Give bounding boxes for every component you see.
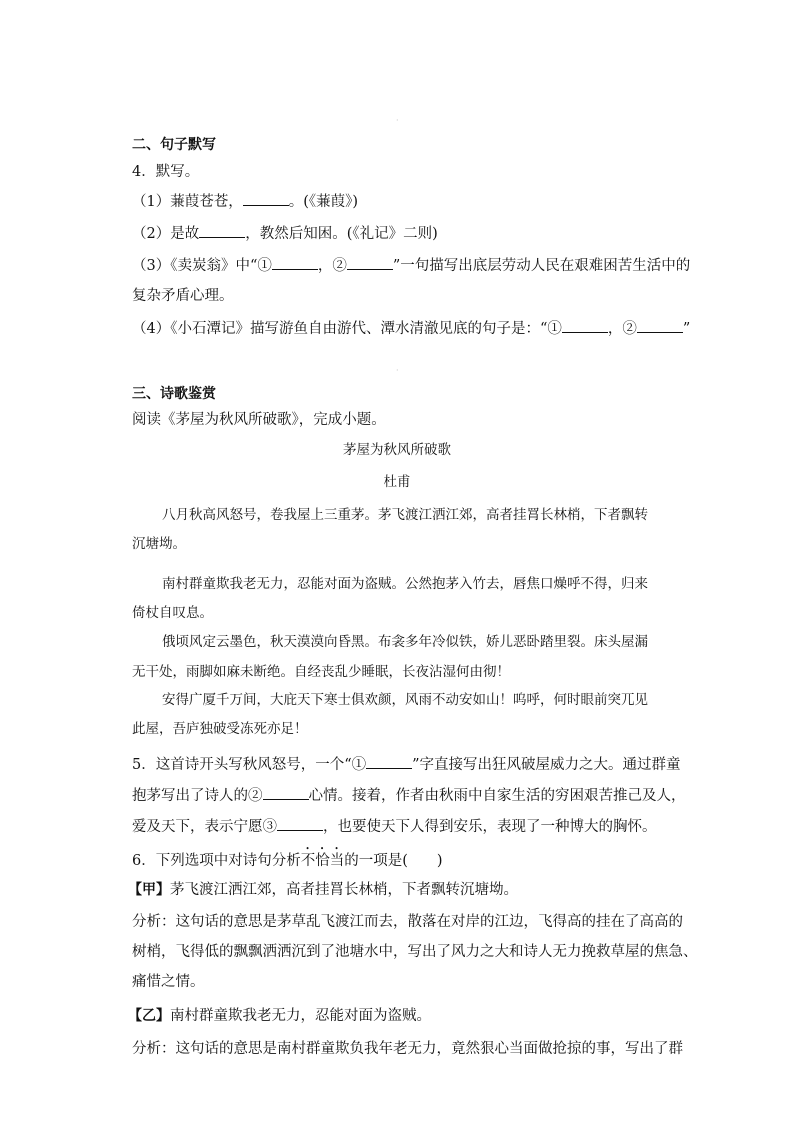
poem-stanza-4-line-2: 此屋，吾庐独破受冻死亦足！ [132,721,308,737]
poem-stanza-3-line-2: 无干处，雨脚如麻未断绝。自经丧乱少睡眠，长夜沾湿何由彻！ [132,664,510,680]
answer-blank[interactable] [263,785,309,800]
option-yi-analysis-1: 分析：这句话的意思是南村群童欺负我年老无力，竟然狠心当面做抢掠的事，写出了群 [132,1041,683,1057]
option-jia: 【甲】茅飞渡江洒江郊，高者挂罥长林梢，下者飘转沉塘坳。 [128,882,518,898]
option-jia-analysis-1: 分析：这句话的意思是茅草乱飞渡江而去，散落在对岸的江边，飞得高的挂在了高高的 [132,914,683,930]
emphasis-not-appropriate: 不恰当 [300,853,345,869]
poem-stanza-1-line-2: 沉塘坳。 [132,536,186,552]
answer-blank[interactable] [366,754,412,769]
answer-blank[interactable] [199,223,245,238]
poem-stanza-2-line-1: 南村群童欺我老无力，忍能对面为盗贼。公然抱茅入竹去，唇焦口燥呼不得，归来 [162,576,648,592]
question-4-title: 4．默写。 [132,164,200,180]
answer-blank[interactable] [562,318,608,333]
question-4-item-4: （4）《小石潭记》描写游鱼自由游代、潭水清澈见底的句子是：“① ，② ” [132,318,690,339]
answer-blank[interactable] [272,255,318,270]
answer-blank[interactable] [243,191,289,206]
poem-author: 杜甫 [383,474,411,490]
option-jia-analysis-3: 痛惜之情。 [132,974,205,990]
answer-blank[interactable] [347,255,393,270]
question-6-stem: 6．下列选项中对诗句分析不恰当的一项是( ) [132,853,443,869]
question-4-item-1: （1）蒹葭苍苍， 。(《蒹葭》) [132,191,358,212]
option-jia-analysis-2: 树梢，飞得低的飘飘洒洒沉到了池塘水中，写出了风力之大和诗人无力挽救草屋的焦急、 [132,944,698,960]
section-heading-sentence-dictation: 二、句子默写 [132,137,216,153]
answer-blank[interactable] [277,816,323,831]
option-jia-label: 【甲】 [128,882,170,898]
question-4-item-3: （3）《卖炭翁》中“① ，② ”一句描写出底层劳动人民在艰难困苦生活中的 [132,255,690,276]
poem-reading-instruction: 阅读《茅屋为秋风所破歌》，完成小题。 [132,412,386,428]
option-yi-label: 【乙】 [128,1008,170,1024]
poem-stanza-1-line-1: 八月秋高风怒号，卷我屋上三重茅。茅飞渡江洒江郊，高者挂罥长林梢，下者飘转 [162,507,648,523]
question-5-line-3: 爱及天下，表示宁愿③ ，也要使天下人得到安乐，表现了一种博大的胸怀。 [132,816,657,837]
answer-blank[interactable] [637,318,683,333]
page-dot: · [396,366,399,375]
poem-stanza-3-line-1: 俄顷风定云墨色，秋天漠漠向昏黑。布衾多年冷似铁，娇儿恶卧踏里裂。床头屋漏 [162,634,648,650]
option-yi: 【乙】南村群童欺我老无力，忍能对面为盗贼。 [128,1008,431,1024]
question-5-line-1: 5．这首诗开头写秋风怒号，一个“① ”字直接写出狂风破屋威力之大。通过群童 [132,754,681,775]
page-dot: · [396,116,399,125]
poem-stanza-2-line-2: 倚杖自叹息。 [132,605,213,621]
question-5-line-2: 抱茅写出了诗人的② 心情。接着，作者由秋雨中自家生活的穷困艰苦推己及人， [132,785,686,806]
poem-title: 茅屋为秋风所破歌 [343,442,451,458]
poem-stanza-4-line-1: 安得广厦千万间，大庇天下寒士俱欢颜，风雨不动安如山！呜呼，何时眼前突兀见 [162,692,648,708]
question-4-item-3-cont: 复杂矛盾心理。 [132,288,234,304]
section-heading-poetry-appreciation: 三、诗歌鉴赏 [132,386,216,402]
question-4-item-2: （2）是故 ，教然后知困。(《礼记》二则) [132,223,438,244]
